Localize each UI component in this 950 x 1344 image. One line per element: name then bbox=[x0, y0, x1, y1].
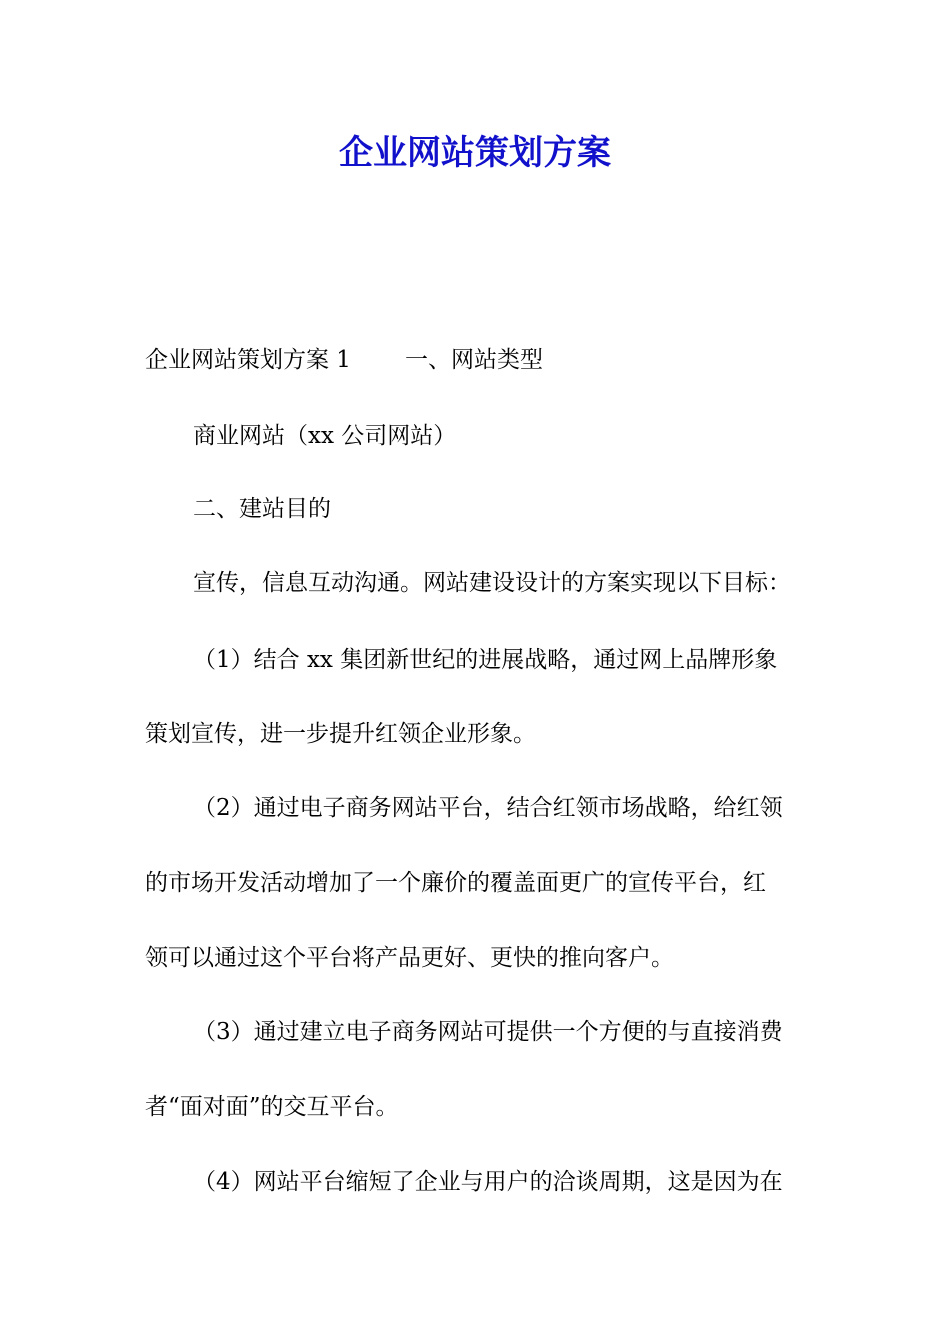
paragraph-line: 的市场开发活动增加了一个廉价的覆盖面更广的宣传平台，红 bbox=[145, 870, 766, 896]
paragraph-line: 领可以通过这个平台将产品更好、更快的推向客户。 bbox=[145, 945, 674, 971]
section-one-heading: 一、网站类型 bbox=[404, 347, 543, 373]
section-two-heading: 二、建站目的 bbox=[193, 496, 331, 522]
paragraph-line: 宣传，信息互动沟通。网站建设设计的方案实现以下目标： bbox=[193, 570, 791, 596]
document-title: 企业网站策划方案 bbox=[339, 133, 611, 173]
paragraph-line: （2）通过电子商务网站平台，结合红领市场战略，给红领 bbox=[193, 795, 783, 821]
plan-number-label: 企业网站策划方案 1 bbox=[145, 347, 351, 373]
paragraph-line: （4）网站平台缩短了企业与用户的洽谈周期，这是因为在 bbox=[193, 1169, 783, 1195]
paragraph-line: （1）结合 xx 集团新世纪的进展战略，通过网上品牌形象 bbox=[193, 647, 778, 673]
paragraph-line: 者“面对面”的交互平台。 bbox=[145, 1094, 399, 1120]
paragraph-line: （3）通过建立电子商务网站可提供一个方便的与直接消费 bbox=[193, 1019, 783, 1045]
section-heading bbox=[145, 342, 543, 378]
paragraph-line: 商业网站（xx 公司网站） bbox=[193, 423, 457, 449]
paragraph-line: 策划宣传，进一步提升红领企业形象。 bbox=[145, 721, 536, 747]
